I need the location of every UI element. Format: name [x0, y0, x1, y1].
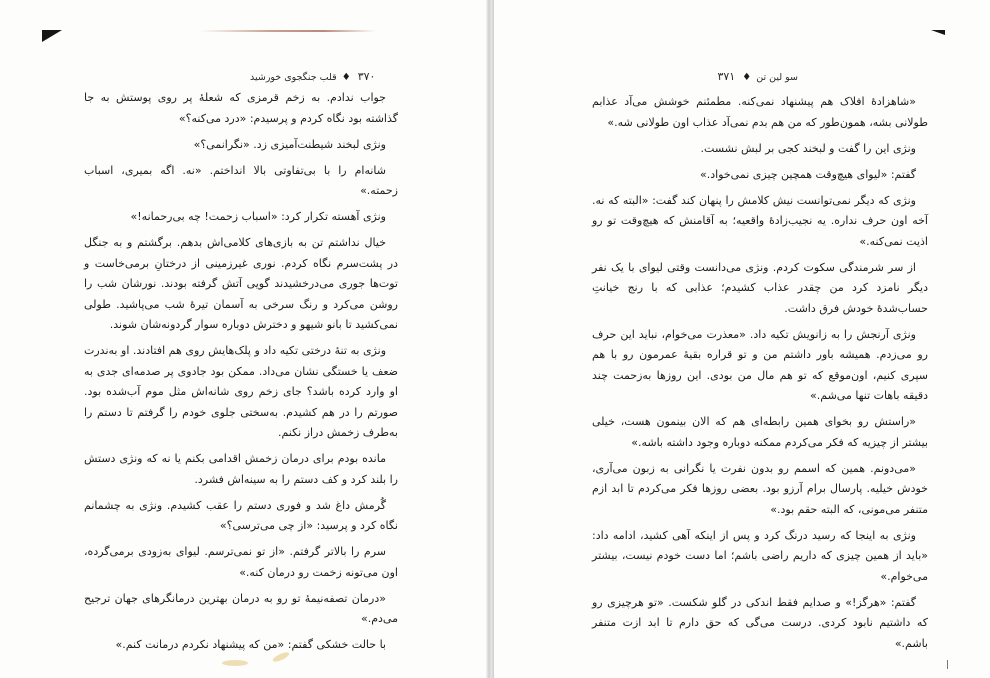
left-page — [0, 0, 488, 678]
paragraph: ونژی به اینجا که رسید درنگ کرد و پس از اینکه آهی کشید، ادامه داد: «باید از همین چیزی که داریم راضی باشم؛ اما دست خودم نیست، بیشتر می‌خوام.» — [592, 528, 928, 583]
scan-corner-mark — [42, 30, 62, 42]
running-header-right — [598, 70, 798, 86]
flame-ornament-icon: ♦ — [742, 72, 752, 83]
paper-stain — [222, 660, 248, 666]
body-text-left — [84, 88, 398, 661]
running-header-left — [250, 70, 396, 86]
paragraph: «راستش رو بخوای همین رابطه‌ای هم که الان بینمون هست، خیلی بیشتر از چیزیه که فکر می‌کردم ممکنه دوباره وجود داشته باشه.» — [592, 415, 928, 449]
paragraph: ونژی به تنهٔ درختی تکیه داد و پلک‌هایش روی هم افتادند. او به‌ندرت ضعف یا خستگی نشان می‌داد. ممکن بود جادوی پر صدمه‌ای جدی به او وارد کرده باشد؟ جای زخم روی شانه‌اش مثل موم آب‌شده بود. صورتم را در هم کشیدم. به‌سختی جلوی خودم را گرفتم تا دستم را به‌طرف زخمش دراز نکنم. — [84, 344, 398, 439]
scan-edge-stain — [200, 30, 376, 32]
paragraph: ونژی لبخند شیطنت‌آمیزی زد. «نگرانمی؟» — [193, 137, 386, 151]
paragraph: ونژی آرنجش را به زانویش تکیه داد. «معذرت می‌خوام، نباید این حرف رو می‌زدم. همیشه باور داشتم من و تو قراره بقیهٔ عمرمون رو با هم سپری کنیم، اون‌موقع که تو هم مال من بودی. این روزها به‌زحمت چند دقیقه باهات تنها می‌شم.» — [592, 327, 928, 402]
paragraph: ونژی این را گفت و لبخند کجی بر لبش نشست. — [700, 141, 916, 155]
paragraph: گفتم: «لیوای هیچ‌وقت همچین چیزی نمی‌خواد.» — [700, 167, 916, 181]
paragraph: «می‌دونم. همین که اسمم رو بدون نفرت یا نگرانی به زبون می‌آری، خودش خیلیه. پارسال برام آرزو بود. بعضی روزها فکر می‌کردم تا ابد ازم متنفر می‌مونی، که البته حقم بود.» — [592, 461, 928, 516]
paragraph: ونژی که دیگر نمی‌توانست نیش کلامش را پنهان کند گفت: «البته که نه. آخه اون حرف نداره. یه نجیب‌زادهٔ واقعیه؛ به آقامنش که هیچ‌وقت تو رو اذیت نمی‌کنه.» — [592, 193, 928, 248]
paragraph: خیال نداشتم تن به بازی‌های کلامی‌اش بدهم. برگشتم و به جنگل در پشت‌سرم نگاه کردم. نوری غیرزمینی از درختانِ برمی‌خاست و توت‌ها جوری می‌درخشیدند گویی آتش گرفته بودند. نورشان شب را روشن می‌کرد و رنگ سرخی به آسمان تیرهٔ شب می‌پاشید. طولی نمی‌کشید تا بانو شیهو و دخترش دوباره سوار گردونه‌شان شوند. — [84, 236, 398, 331]
body-text-right — [592, 92, 928, 660]
paragraph: شانه‌ام را با بی‌تفاوتی بالا انداختم. «نه. اگه بمیری، اسباب زحمته.» — [84, 163, 398, 197]
paragraph: ونژی آهسته تکرار کرد: «اسباب زحمت! چه بی‌رحمانه!» — [130, 210, 386, 223]
paragraph: «شاهزادهٔ افلاک هم پیشنهاد نمی‌کنه. مطمئنم خوشش می‌آد عذابم طولانی بشه، همون‌طور که من هم بدم نمی‌آد عذاب اون طولانی شه.» — [592, 95, 928, 129]
running-title: سو لین تن — [756, 72, 798, 83]
page-number: ۳۷۰ — [357, 70, 376, 83]
paragraph: مانده بودم برای درمان زخمش اقدامی بکنم یا نه که ونژی دستش را بلند کرد و کف دستم را به سینه‌اش فشرد. — [84, 452, 398, 486]
flame-ornament-icon: ♦ — [341, 72, 351, 83]
scan-corner-mark — [931, 30, 945, 35]
running-title: قلب جنگجوی خورشید — [250, 72, 337, 83]
paragraph: از سر شرمندگی سکوت کردم. ونژی می‌دانست وقتی لیوای با یک نفر دیگر نامزد کرد من چقدر عذاب کشیدم؛ عذابی که با رنج خیانتِ حساب‌شدهٔ خودش فرق داشت. — [592, 260, 928, 315]
scan-margin-mark — [947, 660, 948, 669]
right-page — [494, 0, 990, 678]
paragraph: «درمان تصفه‌نیمهٔ تو رو به درمان بهترین درمانگرهای جهان ترجیح می‌دم.» — [84, 591, 398, 625]
paragraph: سرم را بالاتر گرفتم. «از تو نمی‌ترسم. لیوای به‌زودی برمی‌گرده، اون می‌تونه زخمت رو درمان کنه.» — [84, 545, 398, 579]
paragraph: گفتم: «هرگز!» و صدایم فقط اندکی در گلو شکست. «تو هرچیزی رو که داشتیم نابود کردی. درست می‌گی که حق دارم تا ابد ازت متنفر باشم.» — [592, 595, 928, 650]
paragraph: جواب ندادم. به زخم قرمزی که شعلهٔ پر روی پوستش به جا گذاشته بود نگاه کردم و پرسیدم: «درد می‌کنه؟» — [84, 91, 398, 125]
paragraph: گُرمش داغ شد و فوری دستم را عقب کشیدم. ونژی به چشمانم نگاه کرد و پرسید: «از چی می‌ترسی؟» — [84, 498, 398, 532]
page-number: ۳۷۱ — [717, 70, 736, 83]
paragraph: با حالت خشکی گفتم: «من که پیشنهاد نکردم درمانت کنم.» — [115, 638, 386, 651]
